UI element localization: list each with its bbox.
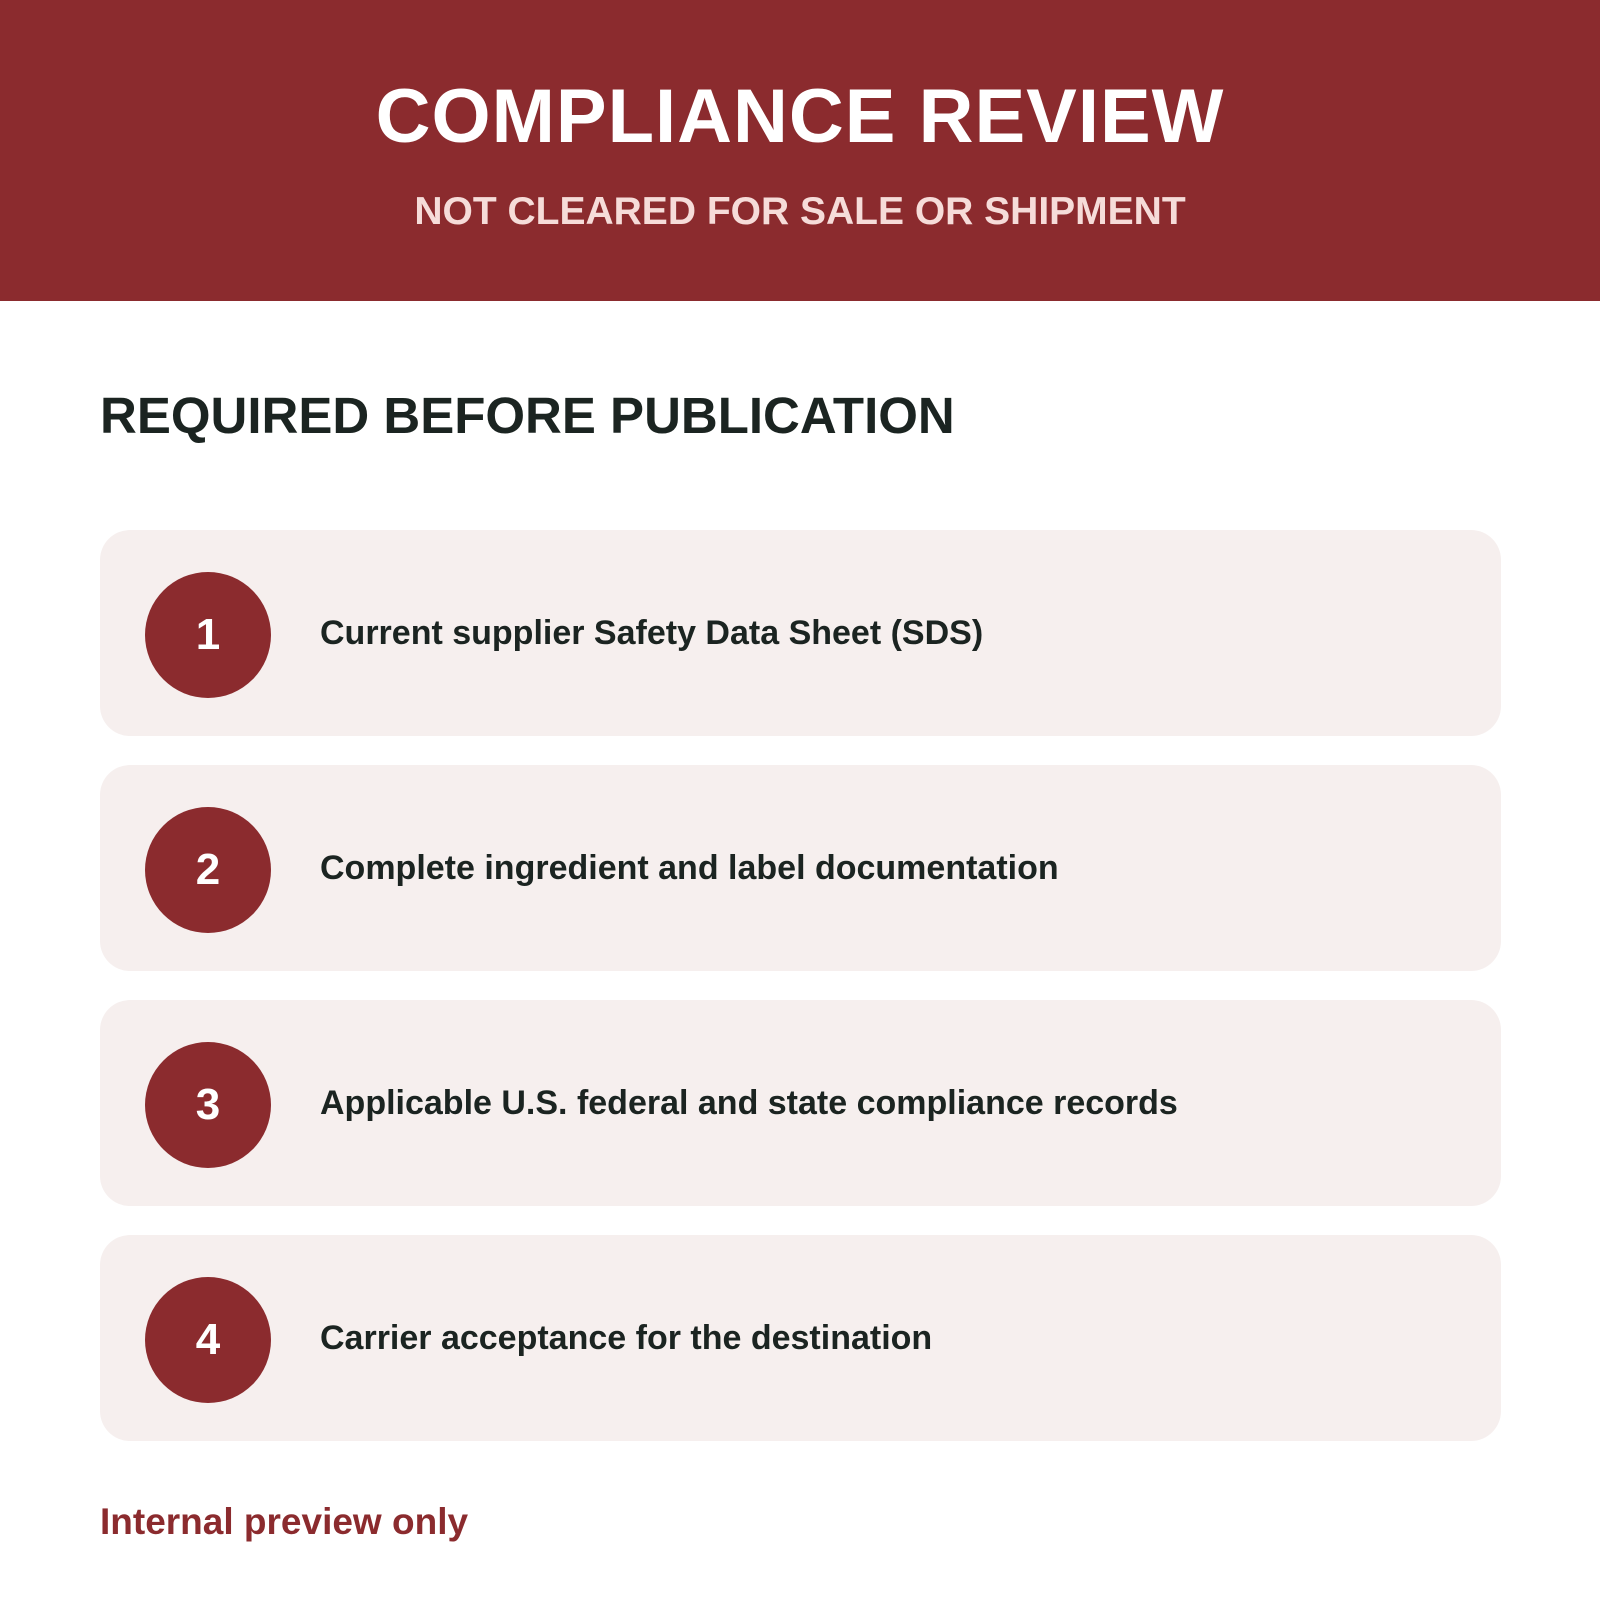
requirement-text: Applicable U.S. federal and state compliance records: [320, 1084, 1178, 1122]
requirement-item-3: [100, 1000, 1501, 1206]
step-number-badge: 3: [145, 1042, 271, 1168]
compliance-banner: [0, 0, 1600, 301]
banner-subtitle: NOT CLEARED FOR SALE OR SHIPMENT: [414, 190, 1186, 233]
step-number-badge: 4: [145, 1277, 271, 1403]
requirement-text: Complete ingredient and label documentation: [320, 849, 1059, 887]
requirement-text: Carrier acceptance for the destination: [320, 1319, 933, 1357]
internal-preview-note: Internal preview only: [100, 1501, 469, 1542]
step-number-badge: 1: [145, 572, 271, 698]
requirement-item-4: [100, 1235, 1501, 1441]
section-heading: REQUIRED BEFORE PUBLICATION: [100, 387, 955, 444]
requirement-text: Current supplier Safety Data Sheet (SDS): [320, 614, 984, 652]
requirements-list: [100, 530, 1501, 1470]
requirement-item-2: [100, 765, 1501, 971]
requirement-item-1: [100, 530, 1501, 736]
banner-title: COMPLIANCE REVIEW: [375, 74, 1225, 159]
step-number-badge: 2: [145, 807, 271, 933]
